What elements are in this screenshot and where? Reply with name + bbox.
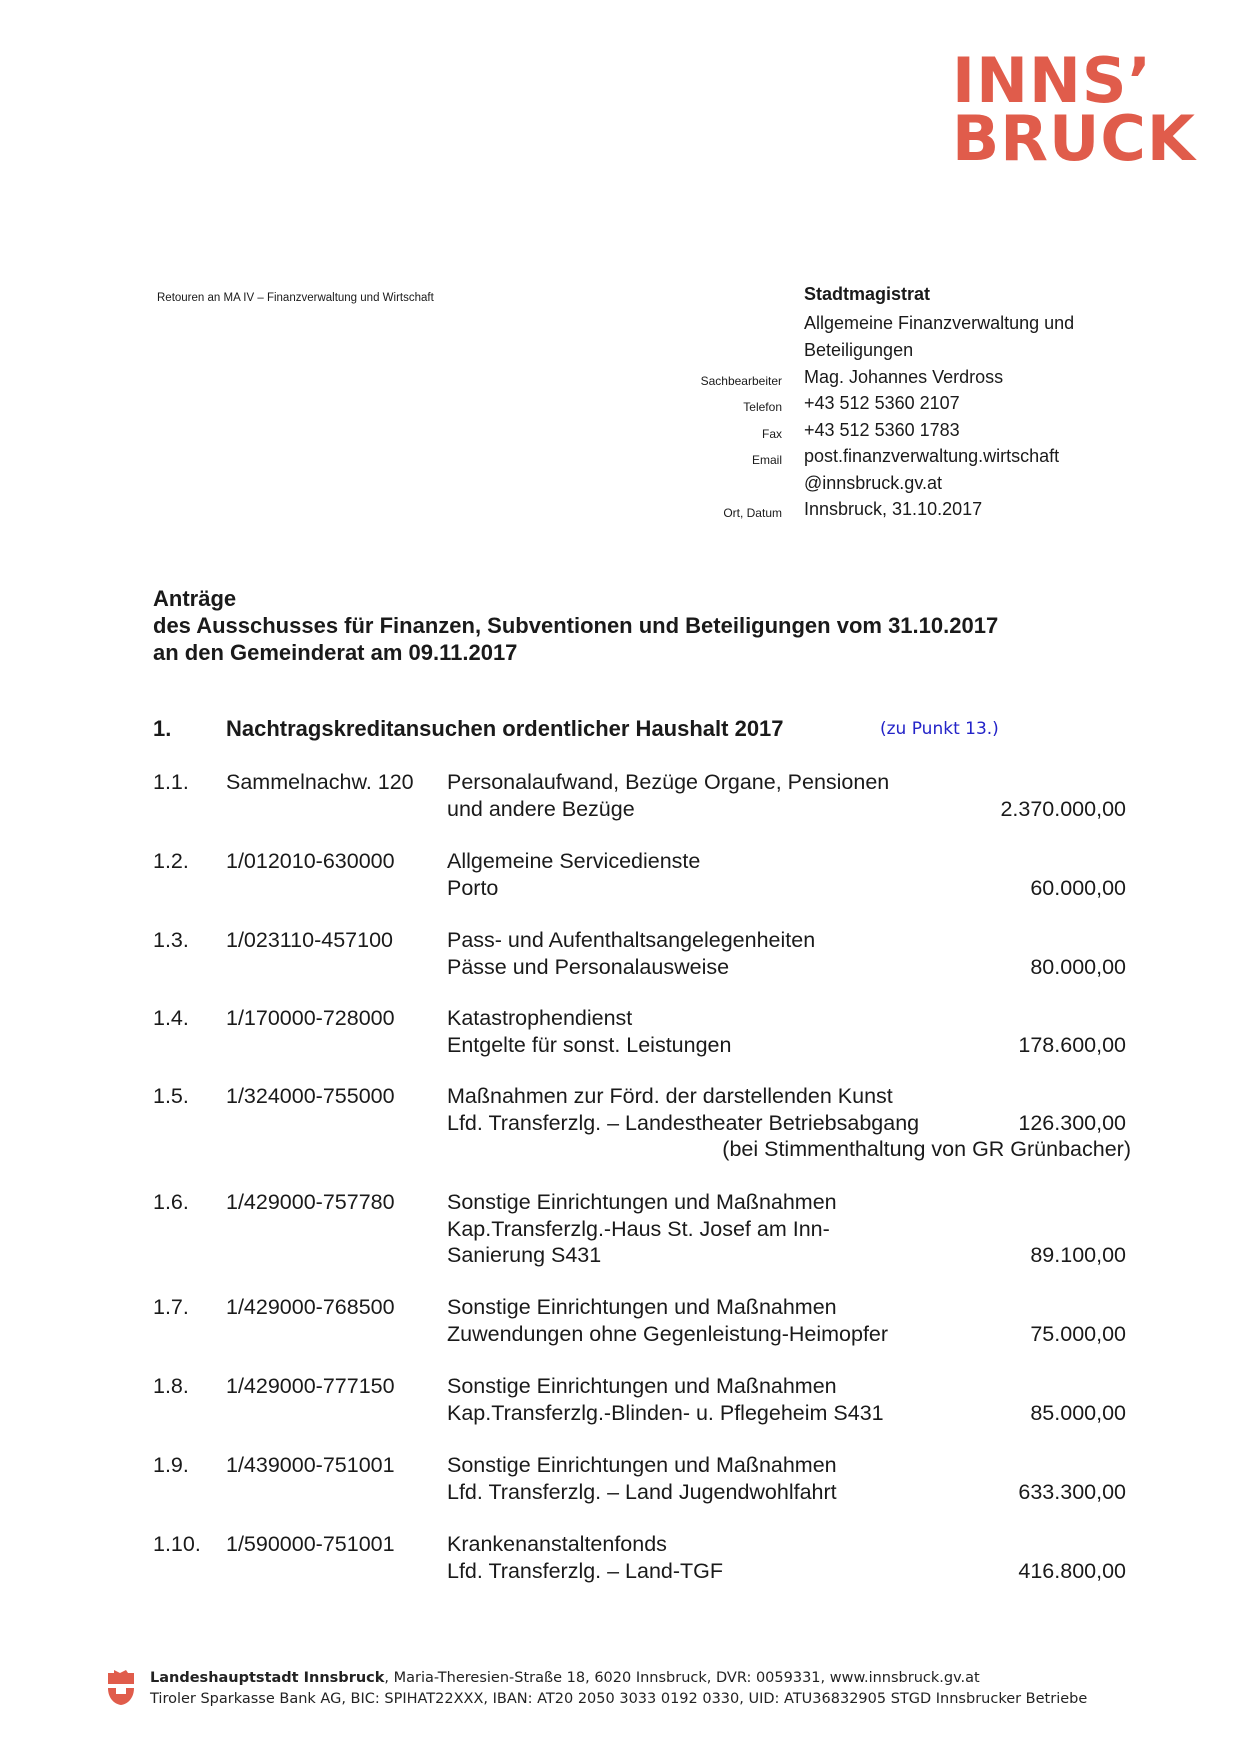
item-description bbox=[447, 1005, 731, 1058]
ort-datum-label: Ort, Datum bbox=[723, 506, 782, 520]
item-amount: 178.600,00 bbox=[1018, 1032, 1126, 1057]
item-account: 1/170000-728000 bbox=[226, 1006, 395, 1030]
item-note: (bei Stimmenthaltung von GR Grünbacher) bbox=[722, 1137, 1131, 1161]
item-account: 1/023110-457100 bbox=[226, 928, 393, 952]
email-label: Email bbox=[751, 453, 782, 467]
item-amount: 126.300,00 bbox=[1018, 1110, 1126, 1135]
item-number: 1.1. bbox=[153, 770, 189, 794]
item-description-line: Allgemeine Servicedienste bbox=[447, 849, 701, 873]
document-heading bbox=[153, 585, 998, 666]
item-description bbox=[447, 1294, 888, 1347]
item-amount: 75.000,00 bbox=[1030, 1321, 1126, 1346]
item-description bbox=[447, 1189, 837, 1269]
fax-value: +43 512 5360 1783 bbox=[804, 420, 960, 440]
item-description-line: Lfd. Transferzlg. – Land Jugendwohlfahrt bbox=[447, 1479, 837, 1504]
item-description-line: Sonstige Einrichtungen und Maßnahmen bbox=[447, 1295, 837, 1319]
email-line1: post.finanzverwaltung.wirtschaft bbox=[804, 446, 1060, 466]
innsbruck-logo bbox=[952, 44, 1196, 175]
item-description-line: Katastrophendienst bbox=[447, 1006, 633, 1030]
item-description-line: Entgelte für sonst. Leistungen bbox=[447, 1032, 732, 1057]
item-description-line: Sonstige Einrichtungen und Maßnahmen bbox=[447, 1374, 837, 1398]
item-amount: 89.100,00 bbox=[1030, 1243, 1126, 1267]
item-account: 1/429000-777150 bbox=[226, 1374, 395, 1398]
city-crest-icon bbox=[106, 1670, 136, 1706]
ort-datum-value: Innsbruck, 31.10.2017 bbox=[804, 499, 983, 519]
item-account: 1/590000-751001 bbox=[226, 1532, 395, 1556]
logo-line-1: INNS’ bbox=[952, 44, 1153, 117]
item-number: 1.4. bbox=[153, 1006, 189, 1030]
item-description-line: Krankenanstaltenfonds bbox=[447, 1532, 667, 1556]
item-number: 1.8. bbox=[153, 1374, 189, 1398]
email-line2: @innsbruck.gv.at bbox=[804, 473, 942, 493]
item-description-line: Sonstige Einrichtungen und Maßnahmen bbox=[447, 1190, 837, 1214]
sachbearbeiter-label: Sachbearbeiter bbox=[700, 374, 782, 388]
return-address: Retouren an MA IV – Finanzverwaltung und Wirtschaft bbox=[157, 292, 434, 304]
item-description-line: Pässe und Personalausweise bbox=[447, 954, 730, 979]
contact-org: Stadtmagistrat bbox=[804, 284, 931, 304]
sachbearbeiter-value: Mag. Johannes Verdross bbox=[804, 367, 1004, 387]
item-amount: 60.000,00 bbox=[1030, 875, 1126, 900]
telefon-value: +43 512 5360 2107 bbox=[804, 393, 960, 413]
logo-line-2: BRUCK bbox=[952, 102, 1196, 175]
item-amount: 2.370.000,00 bbox=[1000, 796, 1126, 821]
item-description-line: Maßnahmen zur Förd. der darstellenden Kunst bbox=[447, 1084, 893, 1108]
section-reference: (zu Punkt 13.) bbox=[880, 719, 999, 739]
item-description-line: Sonstige Einrichtungen und Maßnahmen bbox=[447, 1453, 837, 1477]
item-number: 1.3. bbox=[153, 928, 189, 952]
item-amount: 80.000,00 bbox=[1030, 954, 1126, 979]
page-footer bbox=[150, 1668, 1087, 1710]
item-account: 1/429000-768500 bbox=[226, 1295, 395, 1319]
item-description bbox=[447, 1531, 723, 1584]
contact-dept-line2: Beteiligungen bbox=[804, 340, 914, 360]
item-number: 1.9. bbox=[153, 1453, 189, 1477]
item-description bbox=[447, 769, 889, 822]
item-description-line: Zuwendungen ohne Gegenleistung-Heimopfer bbox=[447, 1321, 889, 1346]
item-amount: 85.000,00 bbox=[1030, 1400, 1126, 1425]
item-description-line: Sanierung S431 bbox=[447, 1243, 602, 1267]
footer-address: , Maria-Theresien-Straße 18, 6020 Innsbruck, DVR: 0059331, www.innsbruck.gv.at bbox=[384, 1670, 980, 1686]
item-amount: 416.800,00 bbox=[1018, 1558, 1126, 1583]
item-description-line: Kap.Transferzlg.-Blinden- u. Pflegeheim S431 bbox=[447, 1400, 884, 1425]
section-title: Nachtragskreditansuchen ordentlicher Haushalt 2017 bbox=[226, 716, 784, 741]
item-account: 1/429000-757780 bbox=[226, 1190, 395, 1214]
footer-entity: Landeshauptstadt Innsbruck bbox=[150, 1670, 385, 1686]
item-description bbox=[447, 1083, 919, 1136]
item-description bbox=[447, 1452, 837, 1505]
heading-line-1: Anträge bbox=[153, 586, 237, 611]
item-description-line: Pass- und Aufenthaltsangelegenheiten bbox=[447, 928, 816, 952]
item-number: 1.2. bbox=[153, 849, 189, 873]
item-amount: 633.300,00 bbox=[1018, 1479, 1126, 1504]
item-description-line: Lfd. Transferzlg. – Land-TGF bbox=[447, 1558, 724, 1583]
item-description-line: Kap.Transferzlg.-Haus St. Josef am Inn- bbox=[447, 1216, 830, 1241]
item-description bbox=[447, 848, 700, 901]
item-description-line: Porto bbox=[447, 875, 499, 900]
item-number: 1.6. bbox=[153, 1190, 189, 1214]
item-description bbox=[447, 1373, 884, 1426]
item-description-line: und andere Bezüge bbox=[447, 796, 635, 821]
fax-label: Fax bbox=[761, 427, 782, 441]
item-description bbox=[447, 927, 815, 980]
footer-line-2: Tiroler Sparkasse Bank AG, BIC: SPIHAT22XXX, IBAN: AT20 2050 3033 0192 0330, UID: ATU36832905 STGD Innsbrucker Betriebe bbox=[150, 1691, 1088, 1707]
item-number: 1.10. bbox=[153, 1532, 201, 1556]
item-account: Sammelnachw. 120 bbox=[226, 770, 414, 794]
item-account: 1/324000-755000 bbox=[226, 1084, 395, 1108]
item-number: 1.7. bbox=[153, 1295, 189, 1319]
heading-line-3: an den Gemeinderat am 09.11.2017 bbox=[153, 640, 518, 665]
item-number: 1.5. bbox=[153, 1084, 189, 1108]
heading-line-2: des Ausschusses für Finanzen, Subventionen und Beteiligungen vom 31.10.2017 bbox=[153, 613, 999, 638]
section-number: 1. bbox=[153, 716, 172, 741]
telefon-label: Telefon bbox=[743, 400, 782, 414]
item-description-line: Personalaufwand, Bezüge Organe, Pensionen bbox=[447, 770, 890, 794]
footer-line-1 bbox=[150, 1668, 1087, 1689]
item-description-line: Lfd. Transferzlg. – Landestheater Betriebsabgang bbox=[447, 1110, 920, 1135]
contact-dept-line1: Allgemeine Finanzverwaltung und bbox=[804, 313, 1075, 333]
item-account: 1/012010-630000 bbox=[226, 849, 395, 873]
item-account: 1/439000-751001 bbox=[226, 1453, 395, 1477]
